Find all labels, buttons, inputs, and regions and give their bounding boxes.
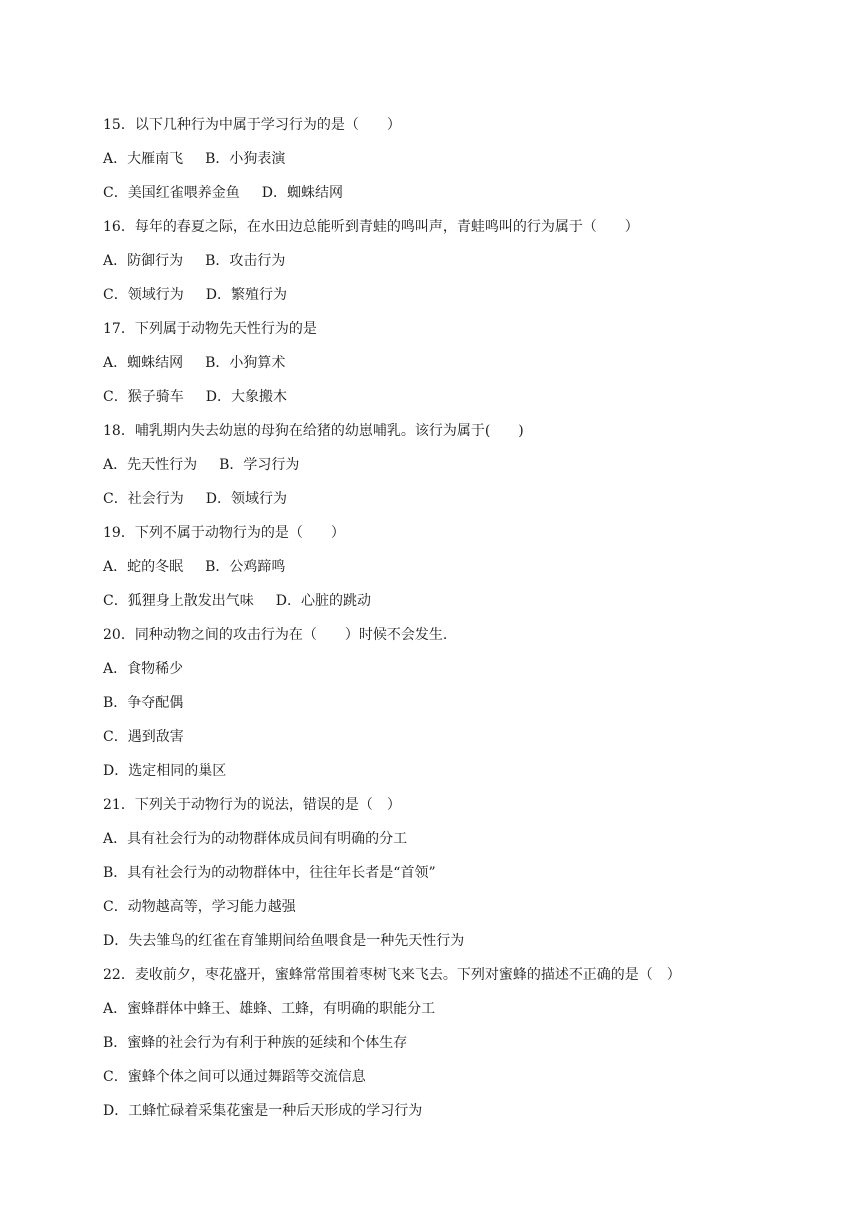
option-row (103, 1094, 800, 1128)
answer-option: C．美国红雀喂养金鱼 (103, 185, 240, 201)
answer-option: B．具有社会行为的动物群体中，往往年长者是“首领” (103, 865, 436, 881)
option-row (103, 584, 800, 618)
option-row (103, 482, 800, 516)
question-stem: 18．哺乳期内失去幼崽的母狗在给猪的幼崽哺乳。该行为属于( ) (103, 423, 524, 439)
answer-option: C．狐狸身上散发出气味 (103, 593, 254, 609)
answer-option: D．工蜂忙碌着采集花蜜是一种后天形成的学习行为 (103, 1103, 423, 1119)
answer-option: A．蜜蜂群体中蜂王、雄蜂、工蜂，有明确的职能分工 (103, 1001, 436, 1017)
answer-option: A．食物稀少 (103, 661, 184, 677)
answer-option: A．防御行为 (103, 253, 184, 269)
answer-option: C．蜜蜂个体之间可以通过舞蹈等交流信息 (103, 1069, 366, 1085)
question-stem: 16．每年的春夏之际，在水田边总能听到青蛙的鸣叫声，青蛙鸣叫的行为属于（ ） (103, 219, 639, 235)
answer-option: C．动物越高等，学习能力越强 (103, 899, 296, 915)
option-row (103, 822, 800, 856)
answer-option: C．遇到敌害 (103, 729, 184, 745)
option-row (103, 244, 800, 278)
question-block (103, 788, 800, 958)
option-row (103, 686, 800, 720)
option-row (103, 856, 800, 890)
option-row (103, 924, 800, 958)
option-row (103, 1026, 800, 1060)
option-row (103, 346, 800, 380)
option-row (103, 448, 800, 482)
option-row (103, 380, 800, 414)
answer-option: D．选定相同的巢区 (103, 763, 227, 779)
question-stem: 19．下列不属于动物行为的是（ ） (103, 525, 345, 541)
option-row (103, 652, 800, 686)
question-stem: 15．以下几种行为中属于学习行为的是（ ） (103, 117, 401, 133)
answer-option: A．蛇的冬眠 (103, 559, 184, 575)
question-block (103, 618, 800, 788)
option-row (103, 278, 800, 312)
answer-option: B．蜜蜂的社会行为有利于种族的延续和个体生存 (103, 1035, 408, 1051)
option-row (103, 142, 800, 176)
answer-option: C．社会行为 (103, 491, 184, 507)
answer-option: C．猴子骑车 (103, 389, 184, 405)
question-block (103, 958, 800, 1128)
answer-option: A．大雁南飞 (103, 151, 184, 167)
answer-option: A．蜘蛛结网 (103, 355, 184, 371)
question-stem: 17．下列属于动物先天性行为的是 (103, 321, 317, 337)
answer-option: D．繁殖行为 (205, 287, 287, 303)
answer-option: D．心脏的跳动 (275, 593, 371, 609)
option-row (103, 720, 800, 754)
answer-option: D．失去雏鸟的红雀在育雏期间给鱼喂食是一种先天性行为 (103, 933, 465, 949)
option-row (103, 992, 800, 1026)
question-block (103, 414, 800, 516)
answer-option: B．小狗算术 (205, 355, 286, 371)
question-stem: 22．麦收前夕，枣花盛开，蜜蜂常常围着枣树飞来飞去。下列对蜜蜂的描述不正确的是（ ） (103, 967, 681, 983)
answer-option: B．公鸡蹄鸣 (205, 559, 286, 575)
question-block (103, 312, 800, 414)
option-row (103, 890, 800, 924)
answer-option: A．具有社会行为的动物群体成员间有明确的分工 (103, 831, 408, 847)
answer-option: D．领域行为 (205, 491, 287, 507)
answer-option: C．领域行为 (103, 287, 184, 303)
question-stem: 21．下列关于动物行为的说法，错误的是（ ） (103, 797, 401, 813)
question-block (103, 516, 800, 618)
answer-option: D．蜘蛛结网 (261, 185, 343, 201)
option-row (103, 1060, 800, 1094)
option-row (103, 550, 800, 584)
question-stem: 20．同种动物之间的攻击行为在（ ）时候不会发生. (103, 627, 448, 643)
answer-option: B．小狗表演 (205, 151, 286, 167)
question-block (103, 108, 800, 210)
answer-option: B．学习行为 (219, 457, 300, 473)
answer-option: A．先天性行为 (103, 457, 198, 473)
option-row (103, 176, 800, 210)
answer-option: B．争夺配偶 (103, 695, 184, 711)
answer-option: B．攻击行为 (205, 253, 286, 269)
question-block (103, 210, 800, 312)
answer-option: D．大象搬木 (205, 389, 287, 405)
option-row (103, 754, 800, 788)
